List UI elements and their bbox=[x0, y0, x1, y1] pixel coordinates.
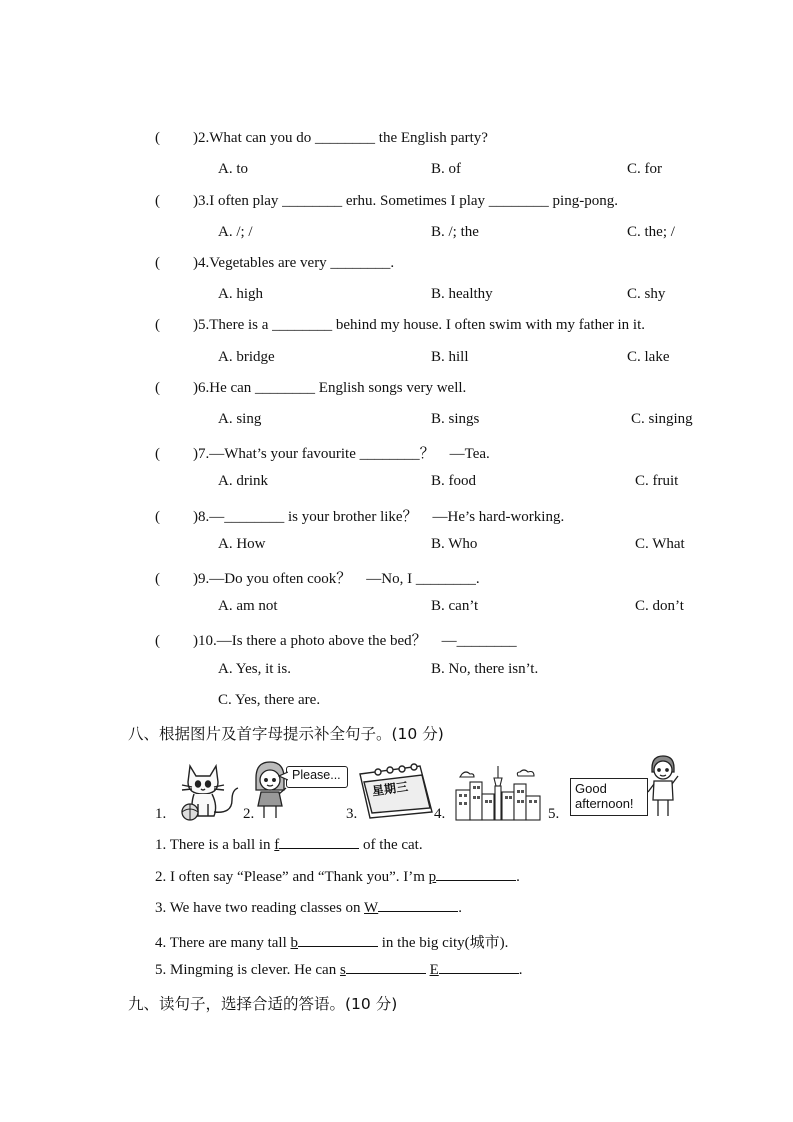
question-text: —Do you often cook？ —No, I ________. bbox=[209, 571, 480, 587]
sentence-text: 3. We have two reading classes on bbox=[155, 900, 365, 916]
question-number: )2. bbox=[193, 130, 210, 146]
picture-number: 4. bbox=[434, 806, 446, 822]
section-8-title: 八、根据图片及首字母提示补全句子。(10 分) bbox=[128, 725, 444, 743]
question-number: )7. bbox=[193, 446, 210, 462]
answer-blank[interactable] bbox=[279, 847, 359, 849]
question-number: )8. bbox=[193, 509, 210, 525]
letter-hint: f bbox=[274, 837, 280, 853]
question-text: There is a ________ behind my house. I often swim with my father in it. bbox=[209, 317, 646, 333]
question-text: I often play ________ erhu. Sometimes I play ________ ping-pong. bbox=[209, 193, 618, 209]
sentence-text: 2. I often say “Please” and “Thank you”. I’m bbox=[155, 869, 429, 885]
letter-hint: p bbox=[428, 869, 437, 885]
question-number: )4. bbox=[193, 255, 210, 271]
question-9 bbox=[155, 567, 480, 588]
greeting-sign-line-1: Good bbox=[575, 781, 607, 796]
option-c[interactable]: C. for bbox=[627, 161, 662, 177]
answer-blank[interactable] bbox=[346, 972, 426, 974]
letter-hint: E bbox=[429, 962, 439, 978]
option-b[interactable]: B. food bbox=[431, 473, 476, 489]
question-text: —Is there a photo above the bed？ —________ bbox=[216, 633, 517, 649]
sentence-text: 1. There is a ball in bbox=[155, 837, 275, 853]
option-a[interactable]: A. to bbox=[218, 161, 248, 177]
question-6 bbox=[155, 380, 466, 397]
speech-bubble-tail bbox=[278, 770, 288, 782]
option-c[interactable]: C. don’t bbox=[635, 598, 684, 614]
fill-sentence-4 bbox=[155, 931, 508, 952]
question-number: )6. bbox=[193, 380, 210, 396]
answer-blank[interactable] bbox=[436, 879, 516, 881]
option-c[interactable]: C. singing bbox=[631, 411, 693, 427]
answer-blank[interactable] bbox=[439, 972, 519, 974]
option-a[interactable]: A. Yes, it is. bbox=[218, 661, 291, 677]
option-b[interactable]: B. No, there isn’t. bbox=[431, 661, 539, 677]
question-7 bbox=[155, 442, 490, 463]
question-text: He can ________ English songs very well. bbox=[209, 380, 467, 396]
question-5 bbox=[155, 317, 645, 334]
cat-with-ball-icon bbox=[176, 760, 242, 822]
section-9-title: 九、读句子，选择合适的答语。(10 分) bbox=[128, 995, 398, 1013]
answer-paren[interactable]: ( bbox=[155, 509, 160, 525]
city-skyline-icon bbox=[452, 764, 544, 822]
option-a[interactable]: A. How bbox=[218, 536, 266, 552]
option-b[interactable]: B. hill bbox=[431, 349, 469, 365]
picture-number: 1. bbox=[155, 806, 167, 822]
option-c[interactable]: C. the; / bbox=[627, 224, 675, 240]
picture-number: 2. bbox=[243, 806, 255, 822]
question-3 bbox=[155, 193, 618, 210]
option-b[interactable]: B. of bbox=[431, 161, 461, 177]
speech-bubble-text: Please... bbox=[292, 768, 341, 782]
option-a[interactable]: A. drink bbox=[218, 473, 268, 489]
answer-blank[interactable] bbox=[378, 910, 458, 912]
fill-sentence-1 bbox=[155, 837, 423, 854]
answer-paren[interactable]: ( bbox=[155, 380, 160, 396]
calendar-text: 星期三 bbox=[371, 779, 409, 799]
answer-paren[interactable]: ( bbox=[155, 633, 160, 649]
picture-number: 5. bbox=[548, 806, 560, 822]
option-b[interactable]: B. healthy bbox=[431, 286, 493, 302]
option-a[interactable]: A. bridge bbox=[218, 349, 275, 365]
question-2 bbox=[155, 130, 488, 147]
question-text: —What’s your favourite ________？ —Tea. bbox=[209, 446, 490, 462]
question-text: Vegetables are very ________. bbox=[209, 255, 395, 271]
option-b[interactable]: B. Who bbox=[431, 536, 478, 552]
option-c[interactable]: C. lake bbox=[627, 349, 670, 365]
question-text: What can you do ________ the English party? bbox=[209, 130, 488, 146]
sentence-text: 5. Mingming is clever. He can bbox=[155, 962, 340, 978]
option-c[interactable]: C. fruit bbox=[635, 473, 679, 489]
sentence-text: . bbox=[516, 869, 520, 885]
letter-hint: s bbox=[339, 962, 346, 978]
option-a[interactable]: A. /; / bbox=[218, 224, 253, 240]
question-4 bbox=[155, 255, 394, 272]
sentence-text: . bbox=[518, 962, 523, 978]
option-a[interactable]: A. high bbox=[218, 286, 263, 302]
option-c[interactable]: C. shy bbox=[627, 286, 666, 302]
greeting-sign bbox=[570, 778, 648, 816]
question-text: —________ is your brother like？ —He’s hard-working. bbox=[209, 509, 565, 525]
fill-sentence-2 bbox=[155, 869, 520, 886]
answer-paren[interactable]: ( bbox=[155, 317, 160, 333]
question-number: )10. bbox=[193, 633, 217, 649]
answer-blank[interactable] bbox=[298, 945, 378, 947]
sentence-text: . bbox=[458, 900, 462, 916]
speech-bubble bbox=[286, 766, 348, 788]
question-number: )9. bbox=[193, 571, 210, 587]
question-8 bbox=[155, 505, 564, 526]
option-a[interactable]: A. am not bbox=[218, 598, 278, 614]
answer-paren[interactable]: ( bbox=[155, 571, 160, 587]
option-a[interactable]: A. sing bbox=[218, 411, 262, 427]
question-number: )5. bbox=[193, 317, 210, 333]
boy-waving-icon bbox=[646, 754, 680, 820]
option-b[interactable]: B. can’t bbox=[431, 598, 479, 614]
answer-paren[interactable]: ( bbox=[155, 446, 160, 462]
greeting-sign-line-2: afternoon! bbox=[575, 796, 634, 811]
option-b[interactable]: B. /; the bbox=[431, 224, 479, 240]
sentence-text: in the big city(城市). bbox=[378, 935, 509, 951]
letter-hint: W bbox=[364, 900, 379, 916]
fill-sentence-3 bbox=[155, 900, 462, 917]
picture-number: 3. bbox=[346, 806, 358, 822]
letter-hint: b bbox=[290, 935, 298, 951]
sentence-text: 4. There are many tall bbox=[155, 935, 291, 951]
answer-paren[interactable]: ( bbox=[155, 193, 160, 209]
option-b[interactable]: B. sings bbox=[431, 411, 480, 427]
answer-paren[interactable]: ( bbox=[155, 255, 160, 271]
option-c[interactable]: C. What bbox=[635, 536, 685, 552]
answer-paren[interactable]: ( bbox=[155, 130, 160, 146]
question-number: )3. bbox=[193, 193, 210, 209]
option-c[interactable]: C. Yes, there are. bbox=[218, 692, 321, 708]
fill-sentence-5 bbox=[155, 962, 522, 979]
question-10 bbox=[155, 629, 517, 650]
sentence-text: of the cat. bbox=[359, 837, 423, 853]
